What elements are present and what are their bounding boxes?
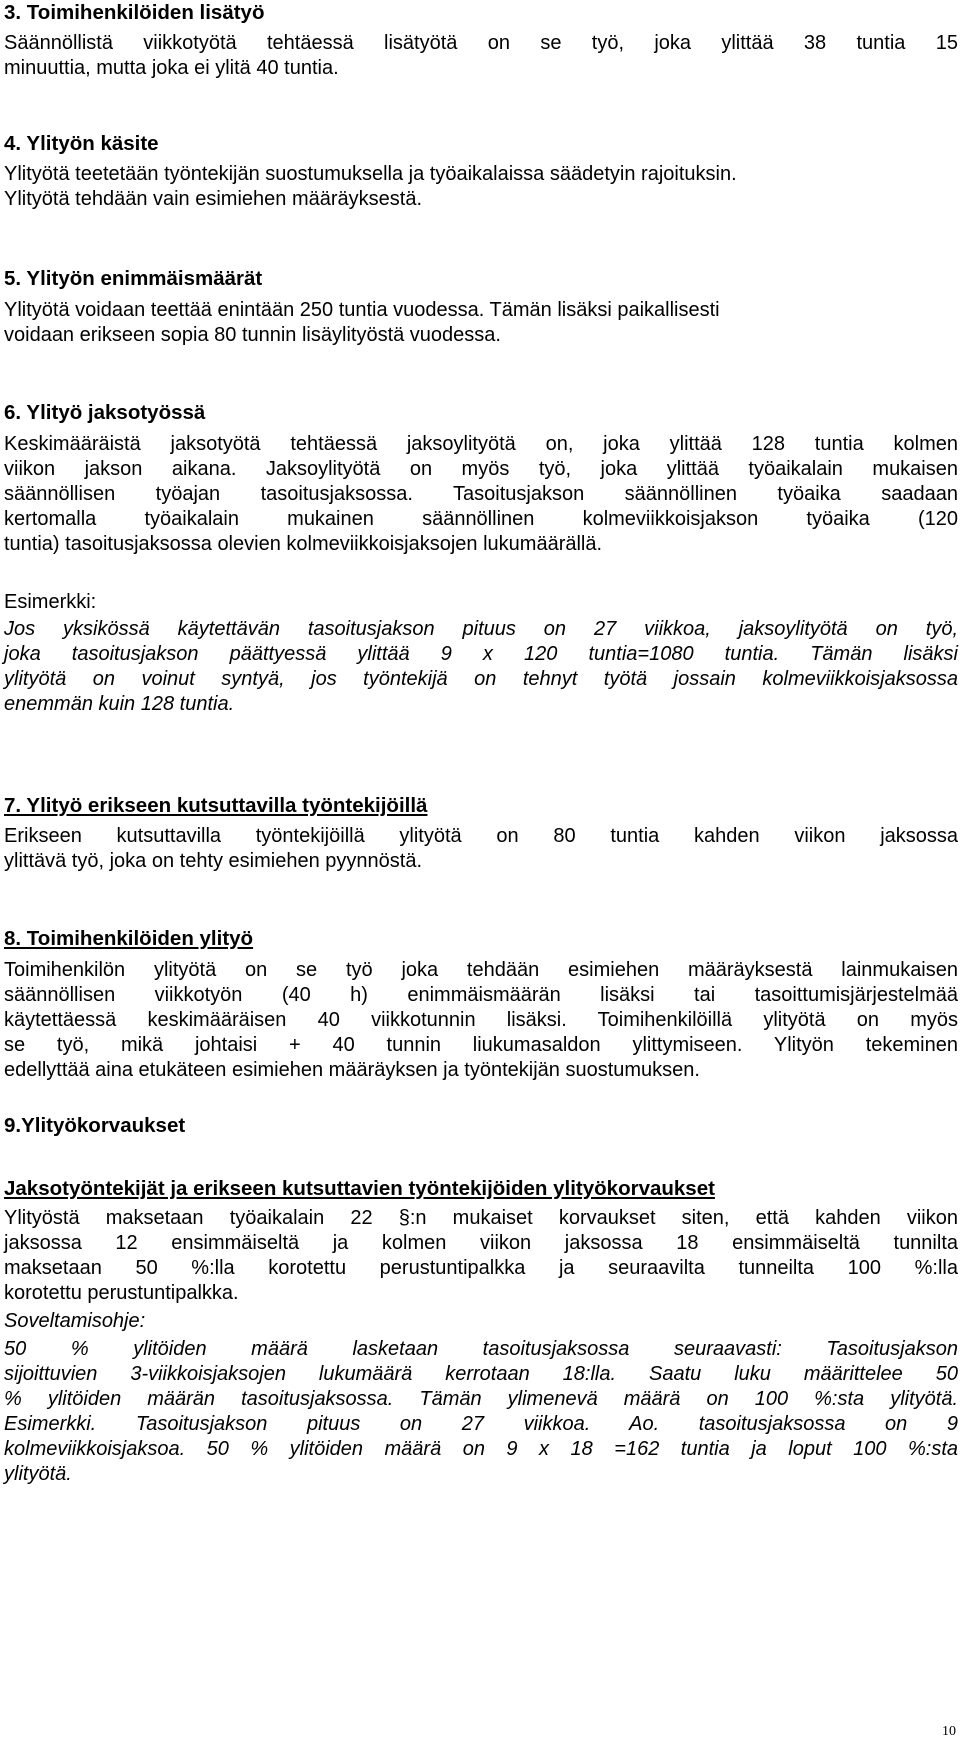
section-5-body bbox=[4, 298, 958, 348]
text-line: maksetaan 50 %:lla korotettu perustuntipalkka ja seuraavilta tunneilta 100 %:lla bbox=[4, 1257, 958, 1279]
text-line: Keskimääräistä jaksotyötä tehtäessä jaksoylityötä on, joka ylittää 128 tuntia kolmen bbox=[4, 433, 958, 455]
text-line: joka tasoitusjakson päättyessä ylittää 9 x 120 tuntia=1080 tuntia. Tämän lisäksi bbox=[4, 643, 958, 665]
text-line: korotettu perustuntipalkka. bbox=[4, 1282, 239, 1304]
section-7-heading: 7. Ylityö erikseen kutsuttavilla työntekijöillä bbox=[4, 794, 428, 817]
text-line: 50 % ylitöiden määrä lasketaan tasoitusjaksossa seuraavasti: Tasoitusjakson bbox=[4, 1338, 958, 1360]
section-3-body bbox=[4, 31, 958, 81]
text-line: tuntia) tasoitusjaksossa olevien kolmeviikkoisjaksojen lukumäärällä. bbox=[4, 533, 603, 555]
section-9-heading: 9.Ylityökorvaukset bbox=[4, 1114, 186, 1137]
text-line: Ylityötä tehdään vain esimiehen määräyksestä. bbox=[4, 188, 423, 210]
text-line: minuuttia, mutta joka ei ylitä 40 tuntia. bbox=[4, 57, 339, 79]
section-9-body bbox=[4, 1206, 958, 1306]
text-line: kertomalla työaikalain mukainen säännöllinen kolmeviikkoisjakson työaika (120 bbox=[4, 508, 958, 530]
section-5-heading: 5. Ylityön enimmäismäärät bbox=[4, 267, 263, 290]
section-6-example bbox=[4, 617, 958, 717]
section-9-guide bbox=[4, 1337, 958, 1487]
section-6-body bbox=[4, 432, 958, 557]
text-line: Toimihenkilön ylityötä on se työ joka tehdään esimiehen määräyksestä lainmukaisen bbox=[4, 959, 958, 981]
section-6-heading: 6. Ylityö jaksotyössä bbox=[4, 401, 206, 424]
section-7-body bbox=[4, 824, 958, 874]
text-line: käytettäessä keskimääräisen 40 viikkotunnin lisäksi. Toimihenkilöillä ylityötä on myös bbox=[4, 1009, 958, 1031]
text-line: säännöllisen työajan tasoitusjaksossa. Tasoitusjakson säännöllinen työaika saadaan bbox=[4, 483, 958, 505]
text-line: sijoittuvien 3-viikkoisjaksojen lukumäärä kerrotaan 18:lla. Saatu luku määrittelee 50 bbox=[4, 1363, 958, 1385]
section-9-guide-label: Soveltamisohje: bbox=[4, 1310, 146, 1332]
section-8-body bbox=[4, 958, 958, 1083]
text-line: Säännöllistä viikkotyötä tehtäessä lisätyötä on se työ, joka ylittää 38 tuntia 15 bbox=[4, 32, 958, 54]
text-line: Erikseen kutsuttavilla työntekijöillä ylityötä on 80 tuntia kahden viikon jaksossa bbox=[4, 825, 958, 847]
text-line: kolmeviikkoisjaksoa. 50 % ylitöiden määrä on 9 x 18 =162 tuntia ja loput 100 %:sta bbox=[4, 1438, 958, 1460]
text-line: Ylityötä teetetään työntekijän suostumuksella ja työaikalaissa säädetyin rajoituksin. bbox=[4, 163, 737, 185]
text-line: voidaan erikseen sopia 80 tunnin lisäylityöstä vuodessa. bbox=[4, 324, 501, 346]
text-line: säännöllisen viikkotyön (40 h) enimmäismäärän lisäksi tai tasoittumisjärjestelmää bbox=[4, 984, 958, 1006]
text-line: viikon jakson aikana. Jaksoylityötä on myös työ, joka ylittää työaikalain mukaisen bbox=[4, 458, 958, 480]
text-line: Esimerkki. Tasoitusjakson pituus on 27 viikkoa. Ao. tasoitusjaksossa on 9 bbox=[4, 1413, 958, 1435]
text-line: Ylityöstä maksetaan työaikalain 22 §:n mukaiset korvaukset siten, että kahden viikon bbox=[4, 1207, 958, 1229]
text-line: edellyttää aina etukäteen esimiehen määräyksen ja työntekijän suostumuksen. bbox=[4, 1059, 700, 1081]
section-4-heading: 4. Ylityön käsite bbox=[4, 132, 159, 155]
text-line: Jos yksikössä käytettävän tasoitusjakson pituus on 27 viikkoa, jaksoylityötä on työ, bbox=[4, 618, 958, 640]
section-6-example-label: Esimerkki: bbox=[4, 591, 97, 613]
section-8-heading: 8. Toimihenkilöiden ylityö bbox=[4, 927, 254, 950]
page-number: 10 bbox=[942, 1724, 956, 1739]
text-line: ylityötä on voinut syntyä, jos työntekijä on tehnyt työtä jossain kolmeviikkoisjaksossa bbox=[4, 668, 958, 690]
text-line: enemmän kuin 128 tuntia. bbox=[4, 693, 235, 715]
section-9-subheading: Jaksotyöntekijät ja erikseen kutsuttavien työntekijöiden ylityökorvaukset bbox=[4, 1177, 715, 1200]
section-4-body bbox=[4, 162, 958, 212]
text-line: % ylitöiden määrän tasoitusjaksossa. Tämän ylimenevä määrä on 100 %:sta ylityötä. bbox=[4, 1388, 958, 1410]
text-line: ylittävä työ, joka on tehty esimiehen pyynnöstä. bbox=[4, 850, 423, 872]
text-line: Ylityötä voidaan teettää enintään 250 tuntia vuodessa. Tämän lisäksi paikallisesti bbox=[4, 299, 720, 321]
text-line: se työ, mikä johtaisi + 40 tunnin liukumasaldon ylittymiseen. Ylityön tekeminen bbox=[4, 1034, 958, 1056]
text-line: jaksossa 12 ensimmäiseltä ja kolmen viikon jaksossa 18 ensimmäiseltä tunnilta bbox=[4, 1232, 958, 1254]
section-3-heading: 3. Toimihenkilöiden lisätyö bbox=[4, 1, 265, 24]
text-line: ylityötä. bbox=[4, 1463, 72, 1485]
